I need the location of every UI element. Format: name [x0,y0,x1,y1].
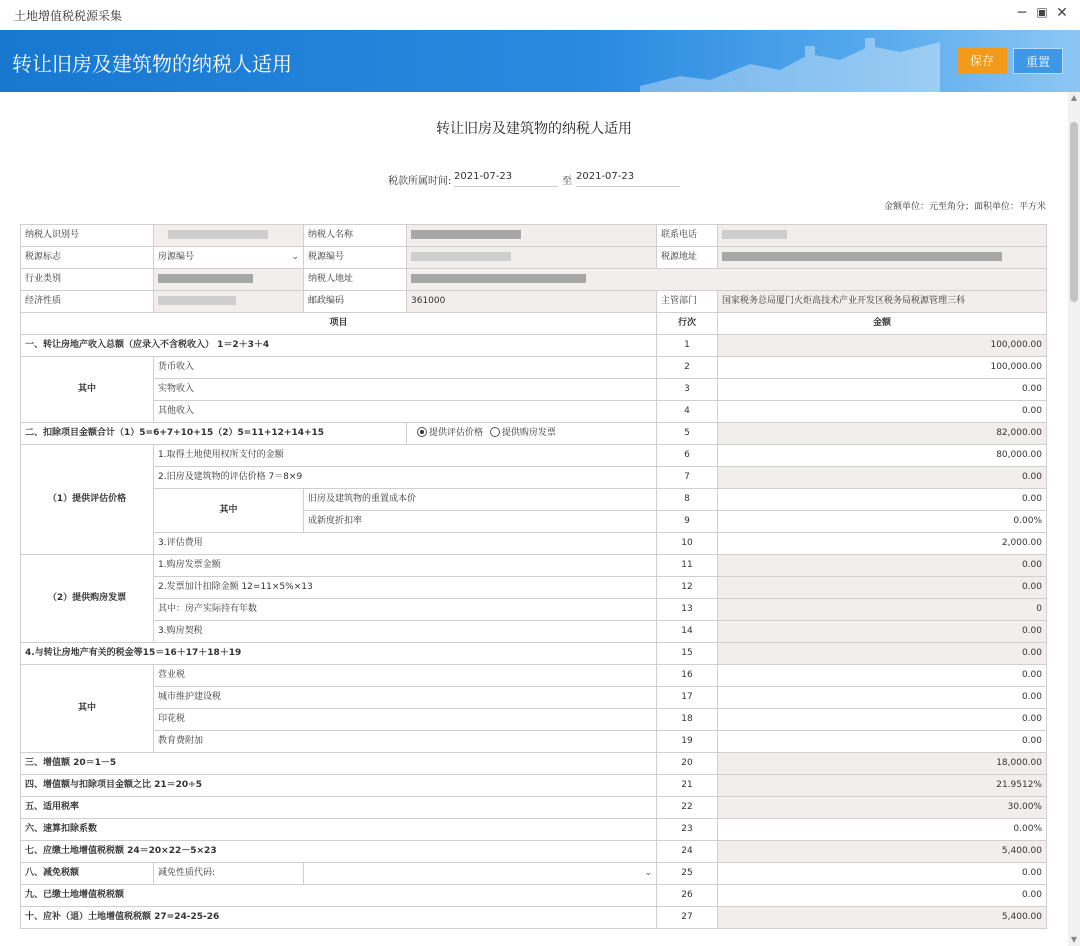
row-label: 2.旧房及建筑物的评估价格 7＝8×9 [154,467,657,489]
vertical-scrollbar[interactable] [1068,92,1080,946]
row-number: 18 [657,709,718,731]
row-label: 其中：房产实际持有年数 [154,599,657,621]
row-label: 四、增值额与扣除项目金额之比 21＝20÷5 [21,775,657,797]
row-label: 城市维护建设税 [154,687,657,709]
row-label: 八、减免税额 [21,863,154,885]
group-label: 其中 [21,665,154,753]
table-row [21,753,1047,775]
amount-cell: 0.00 [718,467,1047,489]
period-to-input[interactable]: 2021-07-23 [576,168,680,187]
row-number: 27 [657,907,718,929]
row-label: 其他收入 [154,401,657,423]
row-label: 货币收入 [154,357,657,379]
amount-cell: 100,000.00 [718,335,1047,357]
table-row [21,533,1047,555]
radio-checked-icon[interactable] [417,427,427,437]
table-row [21,621,1047,643]
source-no-value [407,247,657,269]
row-number: 14 [657,621,718,643]
amount-input[interactable]: 0.00 [718,401,1047,423]
row-label: 营业税 [154,665,657,687]
group-label: （1）提供评估价格 [21,445,154,555]
close-icon[interactable]: ✕ [1056,5,1068,21]
row-number: 8 [657,489,718,511]
row-number: 11 [657,555,718,577]
row-label: 3.购房契税 [154,621,657,643]
row-label: 印花税 [154,709,657,731]
header-title: 转让旧房及建筑物的纳税人适用 [12,52,292,76]
taxpayer-addr-label: 纳税人地址 [304,269,407,291]
period-label: 税款所属时间: [388,176,452,187]
row-number: 21 [657,775,718,797]
info-row [21,291,1047,313]
source-flag-select[interactable] [154,247,304,269]
econ-value [154,291,304,313]
table-row [21,445,1047,467]
row-number: 4 [657,401,718,423]
row-number: 15 [657,643,718,665]
radio-appraisal[interactable]: 提供评估价格 [417,428,483,438]
row-label: 4.与转让房地产有关的税金等15＝16＋17＋18＋19 [21,643,657,665]
tax-form-table [20,224,1047,929]
row-label: 2.发票加计扣除金额 12=11×5%×13 [154,577,657,599]
amount-cell: 18,000.00 [718,753,1047,775]
row-label: 1.取得土地使用权所支付的金额 [154,445,657,467]
units-note: 金额单位：元至角分；面积单位：平方米 [883,202,1046,212]
postcode-label: 邮政编码 [304,291,407,313]
row-number: 3 [657,379,718,401]
row-label: 实物收入 [154,379,657,401]
amount-input[interactable]: 0.00 [718,665,1047,687]
source-no-label: 税源编号 [304,247,407,269]
taxpayer-name-label: 纳税人名称 [304,225,407,247]
row-number: 19 [657,731,718,753]
row-number: 9 [657,511,718,533]
row-label: 成新度折扣率 [304,511,657,533]
row-number: 13 [657,599,718,621]
table-row [21,599,1047,621]
deduction-method-radios [407,423,657,445]
info-row [21,269,1047,291]
row-number: 12 [657,577,718,599]
row-label: 1.购房发票金额 [154,555,657,577]
source-addr-value [718,247,1047,269]
amount-cell: 21.9512% [718,775,1047,797]
chevron-down-icon[interactable]: ⌄ [291,252,299,262]
amount-cell: 0 [718,599,1047,621]
scroll-down-icon[interactable]: ▼ [1070,935,1078,944]
row-label: 3.评估费用 [154,533,657,555]
col-header-row-no: 行次 [657,313,718,335]
scrollbar-thumb[interactable] [1070,122,1078,302]
chevron-down-icon[interactable]: ⌄ [644,868,652,878]
row-label: 旧房及建筑物的重置成本价 [304,489,657,511]
table-row [21,775,1047,797]
amount-input[interactable]: 80,000.00 [718,445,1047,467]
period-from-input[interactable]: 2021-07-23 [454,168,558,187]
row-number: 25 [657,863,718,885]
table-row [21,665,1047,687]
row-number: 24 [657,841,718,863]
window-titlebar [0,0,1080,30]
row-label: 三、增值额 20＝1－5 [21,753,657,775]
row-number: 1 [657,335,718,357]
amount-input[interactable]: 0.00 [718,379,1047,401]
dept-label: 主管部门 [657,291,718,313]
amount-input[interactable]: 0.00 [718,731,1047,753]
window-title: 土地增值税税源采集 [14,9,123,23]
row-label: 十、应补（退）土地增值税税额 27=24-25-26 [21,907,657,929]
row-label: 六、速算扣除系数 [21,819,657,841]
column-header-row [21,313,1047,335]
page-header [0,30,1080,92]
row-label: 教育费附加 [154,731,657,753]
radio-invoice[interactable]: 提供购房发票 [490,428,556,438]
exemption-code-select[interactable] [304,863,657,885]
amount-input[interactable]: 0.00% [718,819,1047,841]
row-number: 17 [657,687,718,709]
save-button[interactable]: 保存 [957,48,1007,74]
row-number: 16 [657,665,718,687]
col-header-amount: 金额 [718,313,1047,335]
scroll-up-icon[interactable]: ▲ [1070,93,1078,102]
row-number: 22 [657,797,718,819]
radio-unchecked-icon[interactable] [490,427,500,437]
table-row [21,687,1047,709]
table-row [21,841,1047,863]
econ-label: 经济性质 [21,291,154,313]
row-number: 26 [657,885,718,907]
amount-input[interactable]: 100,000.00 [718,357,1047,379]
amount-input[interactable]: 0.00 [718,885,1047,907]
row-number: 2 [657,357,718,379]
exemption-code-label: 减免性质代码: [154,863,304,885]
amount-cell: 5,400.00 [718,841,1047,863]
amount-cell: 82,000.00 [718,423,1047,445]
amount-input[interactable]: 0.00 [718,863,1047,885]
table-row [21,577,1047,599]
amount-cell: 0.00 [718,621,1047,643]
amount-input[interactable]: 0.00 [718,489,1047,511]
table-row [21,731,1047,753]
great-wall-decoration-icon [640,36,940,92]
row-label: 一、转让房地产收入总额（应录入不含税收入） 1＝2＋3＋4 [21,335,657,357]
amount-cell: 0.00 [718,555,1047,577]
minimize-icon[interactable]: ─ [1017,5,1027,21]
table-row [21,819,1047,841]
row-number: 10 [657,533,718,555]
table-row [21,379,1047,401]
table-row [21,401,1047,423]
row-number: 5 [657,423,718,445]
maximize-icon[interactable]: ▣ [1036,5,1048,19]
taxpayer-id-value [154,225,304,247]
group-label: 其中 [21,357,154,423]
row-number: 7 [657,467,718,489]
taxpayer-addr-value [407,269,1047,291]
amount-cell: 30.00% [718,797,1047,819]
amount-input[interactable]: 0.00 [718,709,1047,731]
info-row [21,225,1047,247]
source-flag-value: 房源编号 [158,252,195,262]
postcode-value: 361000 [407,291,657,313]
industry-value [154,269,304,291]
row-label: 九、已缴土地增值税税额 [21,885,657,907]
table-row [21,423,1047,445]
row-number: 23 [657,819,718,841]
table-row [21,357,1047,379]
table-row [21,467,1047,489]
info-row [21,247,1047,269]
phone-label: 联系电话 [657,225,718,247]
form-title: 转让旧房及建筑物的纳税人适用 [436,121,632,137]
period-separator: 至 [562,176,572,187]
taxpayer-name-value [407,225,657,247]
amount-cell: 5,400.00 [718,907,1047,929]
row-label: 五、适用税率 [21,797,657,819]
dept-value: 国家税务总局厦门火炬高技术产业开发区税务局税源管理三科 [718,291,1047,313]
row-label: 二、扣除项目金额合计（1）5=6+7+10+15（2）5=11+12+14+15 [21,423,407,445]
reset-button[interactable]: 重置 [1013,48,1063,74]
industry-label: 行业类别 [21,269,154,291]
subgroup-label: 其中 [154,489,304,533]
phone-value [718,225,1047,247]
row-number: 6 [657,445,718,467]
amount-input[interactable]: 0.00% [718,511,1047,533]
taxpayer-id-label: 纳税人识别号 [21,225,154,247]
row-number: 20 [657,753,718,775]
group-label: （2）提供购房发票 [21,555,154,643]
table-row [21,863,1047,885]
table-row [21,489,1047,511]
table-row [21,709,1047,731]
table-row [21,907,1047,929]
amount-cell: 0.00 [718,577,1047,599]
amount-cell: 0.00 [718,643,1047,665]
table-row [21,335,1047,357]
table-row [21,797,1047,819]
table-row [21,555,1047,577]
amount-input[interactable]: 0.00 [718,687,1047,709]
source-addr-label: 税源地址 [657,247,718,269]
source-flag-label: 税源标志 [21,247,154,269]
row-label: 七、应缴土地增值税税额 24＝20×22－5×23 [21,841,657,863]
table-row [21,643,1047,665]
col-header-item: 项目 [21,313,657,335]
amount-input[interactable]: 2,000.00 [718,533,1047,555]
table-row [21,885,1047,907]
